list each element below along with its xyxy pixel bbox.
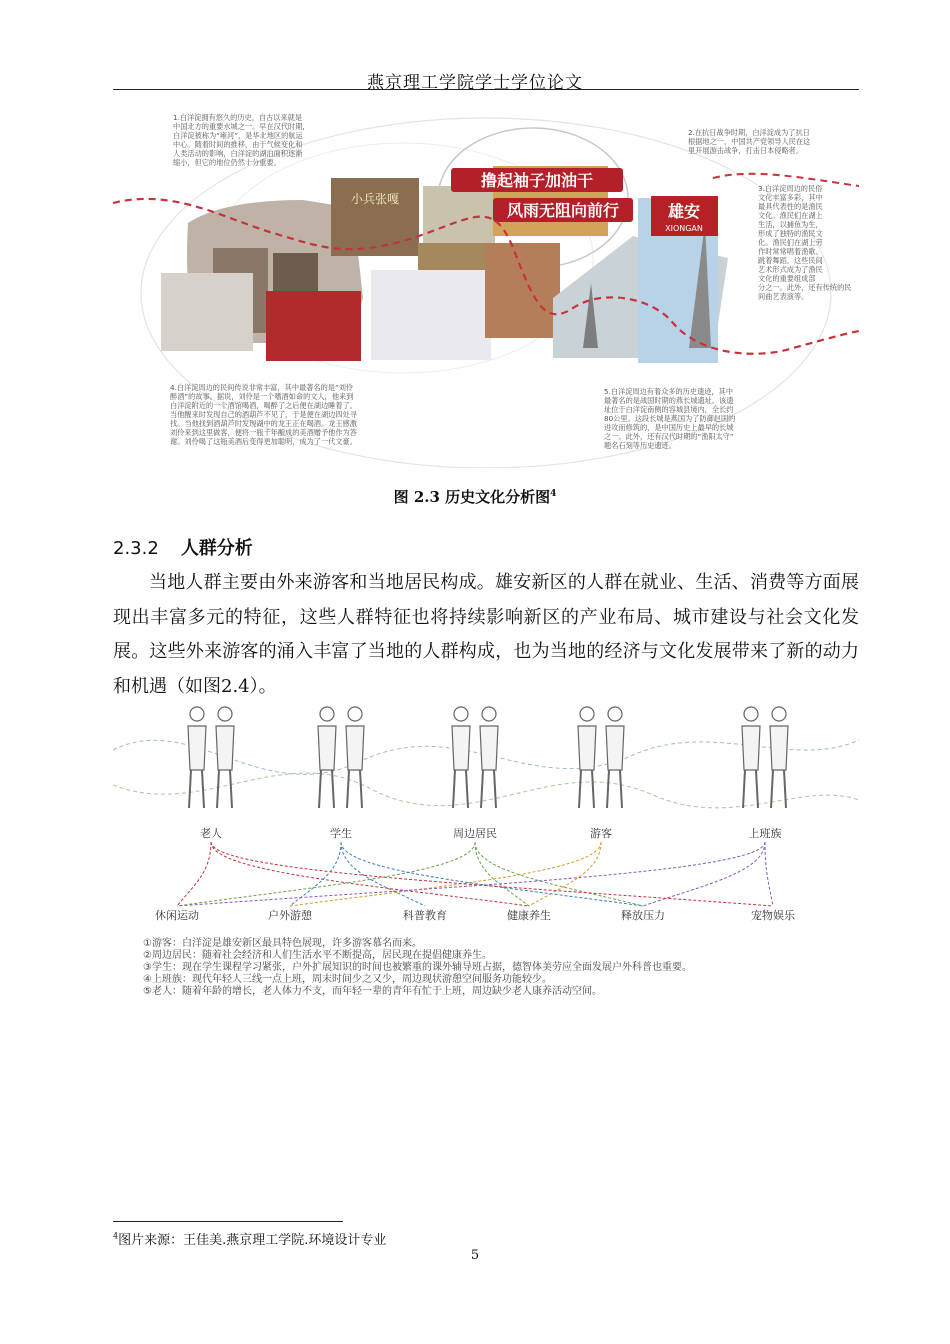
history-note-3: 3.白洋淀周边的民俗 文化丰富多彩，其中 最具代表性的是渔民 文化。渔民们在湖上 生活，以捕鱼为生， 形成了独特的渔民文 化。渔民们在湖上劳 作时常常唱着渔歌、 跳着舞蹈，这些民间 艺术形式成为了渔民 文化的重要组成部 分之一。此外，还有传统的民 间曲艺表演等。 <box>758 184 852 301</box>
banner-1 <box>451 168 623 192</box>
relation-link <box>177 842 765 906</box>
relation-link <box>765 842 773 906</box>
group-label: 学生 <box>330 827 352 840</box>
relation-link <box>341 842 643 906</box>
activity-label: 释放压力 <box>621 909 665 922</box>
xiongan-sign <box>665 202 703 233</box>
group-label: 老人 <box>200 827 222 840</box>
relation-link <box>211 842 529 906</box>
relation-link <box>643 842 765 906</box>
person-figure-group <box>742 707 788 808</box>
person-figure-group <box>452 707 498 808</box>
figure-2-3-caption: 图 2.3 历史文化分析图$^4$ <box>393 488 557 506</box>
photo-collage <box>161 166 728 363</box>
activity-labels <box>155 908 796 922</box>
activity-label: 休闲运动 <box>155 909 199 922</box>
section-heading: 2.3.2 人群分析 <box>113 538 253 559</box>
history-note-2: 2.在抗日战争时期，白洋淀成为了抗日 根据地之一，中国共产党领导人民在这 里开展游击战争，打击日本侵略者。 <box>688 128 811 155</box>
running-header: 燕京理工学院学士学位论文 <box>367 73 583 93</box>
activity-label: 户外游憩 <box>268 909 312 922</box>
history-note-1: 1.白洋淀拥有悠久的历史，自古以来就是 中国北方的重要水城之一。早在汉代时期， 白洋淀被称为“雍河”，是华北地区的航运 中心。随着时间的推移，由于气候变化和 人类活动的影响，白洋淀的湖泊面积逐渐 缩小，但它的地位仍然十分重要。 <box>173 113 310 167</box>
relation-link <box>475 842 529 906</box>
people-illustrations <box>188 707 788 808</box>
page-number: 5 <box>470 1248 480 1263</box>
relation-link <box>341 842 425 906</box>
person-figure-group <box>578 707 624 808</box>
svg-text:雄安: 雄安 <box>667 202 701 221</box>
group-label: 游客 <box>590 827 612 840</box>
activity-label: 科普教育 <box>403 909 447 922</box>
svg-text:撸起袖子加油干: 撸起袖子加油干 <box>480 171 594 190</box>
relation-links <box>177 842 773 906</box>
history-note-5: 5.白洋淀周边有着众多的历史遗迹，其中 最著名的是战国时期的燕长城遗址。该遗 址位于白洋淀南侧的容城县境内，全长约 80公里。这段长城是燕国为了防御赵国的 进攻而修筑的，是中国历史上最早的长城 之一。此外，还有汉代时期的“渔阳太守” 题名石刻等历史遗迹。 <box>604 387 736 450</box>
svg-text:风雨无阻向前行: 风雨无阻向前行 <box>506 201 620 220</box>
section-paragraph: 当地人群主要由外来游客和当地居民构成。雄安新区的人群在就业、生活、消费等方面展现出丰富多元的特征，这些人群特征也将持续影响新区的产业布局、城市建设与社会文化发展。这些外来游客的涌入丰富了当地的人群构成，也为当地的经济与文化发展带来了新的动力和机遇（如图2.4）。 <box>113 572 859 697</box>
relation-link <box>475 842 643 906</box>
footnote: $^4$图片来源：王佳美.燕京理工学院.环境设计专业 <box>113 1231 387 1248</box>
crowd-analysis-figure <box>113 700 859 1020</box>
relation-link <box>529 842 601 906</box>
poster-title: 小兵张嘎 <box>350 192 400 206</box>
person-figure-group <box>318 707 364 808</box>
footnote-rule <box>113 1221 343 1222</box>
relation-link <box>290 842 601 906</box>
group-label: 上班族 <box>748 827 782 840</box>
svg-text:XIONGAN: XIONGAN <box>665 224 703 233</box>
banner-2 <box>493 198 633 222</box>
activity-label: 宠物娱乐 <box>751 909 795 922</box>
relation-link <box>211 842 773 906</box>
history-note-4: 4.白洋淀周边的民间传说非常丰富，其中最著名的是“刘伶 醉酒”的故事。据说，刘伶是一个嗜酒如命的文人，他来到 白洋淀附近的一个酒馆喝酒，喝醉了之后便在湖边睡着了。 当他醒来时发现自己的酒葫芦不见了，于是便在湖边四处寻 找。当他找到酒葫芦时发现湖中的龙王正在喝酒。龙王感激 刘伶来到这里做客，便将一瓶千年酿成的美酒赠予他作为答 谢。刘伶喝了这瓶美酒后变得更加聪明，成为了一代文豪。 <box>170 383 357 446</box>
group-label: 周边居民 <box>453 827 497 840</box>
group-labels <box>200 826 782 840</box>
relation-link <box>177 842 211 906</box>
person-figure-group <box>188 707 234 808</box>
activity-label: 健康养生 <box>507 909 551 922</box>
header-rule <box>113 89 859 90</box>
crowd-notes: ①游客：白洋淀是雄安新区最具特色展现，许多游客慕名而来。 ②周边居民：随着社会经济和人们生活水平不断提高，居民现在提倡健康养生。 ③学生：现在学生课程学习紧张，户外扩展知识的时间也被繁重的课外辅导班占据，德智体美劳应全面发展户外科普也重要。 ④上班族：现代年轻人三线一点上班，周末时间少之又少，周边现状游憩空间服务功能较少。 ⑤老人：随着年龄的增长，老人体力不支，而年轻一辈的青年有忙于上班，周边缺少老人康养活动空间。 <box>143 938 692 997</box>
history-culture-figure <box>113 108 859 468</box>
